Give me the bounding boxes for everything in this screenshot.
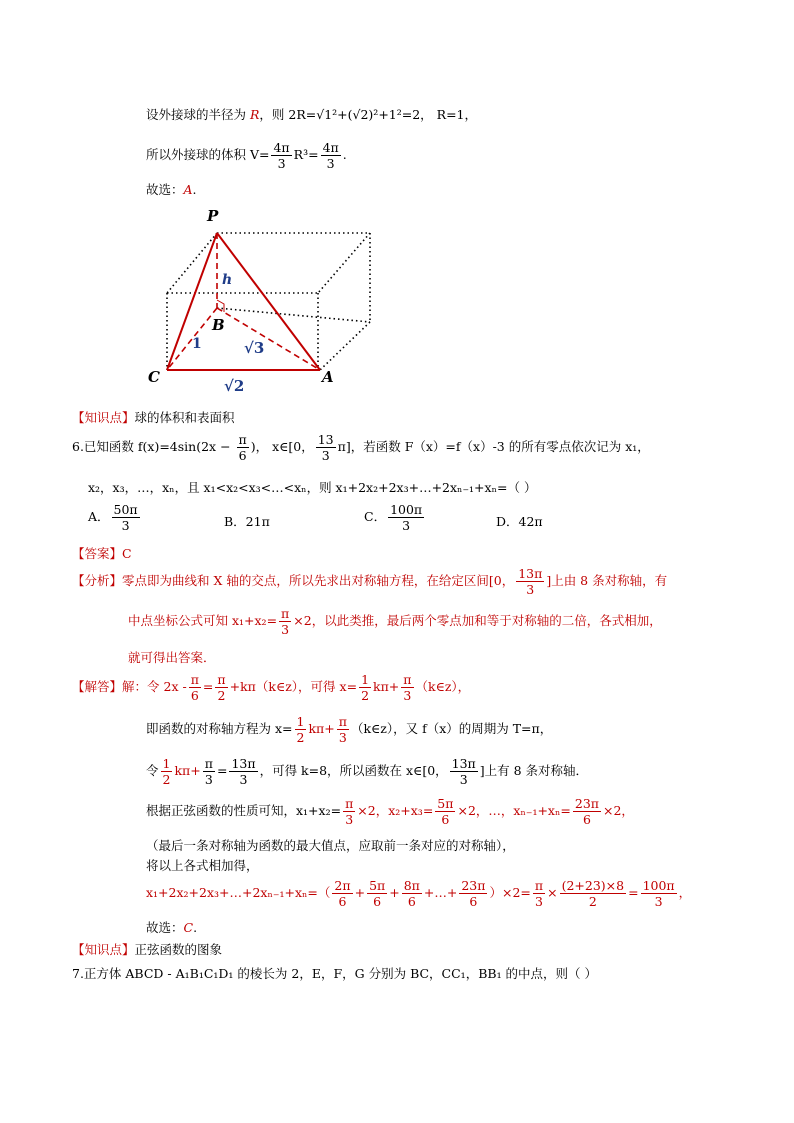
option-a [88,502,142,533]
numerator: 13π [518,566,543,581]
denominator: 6 [469,894,478,909]
analysis-line2 [128,606,662,637]
numerator: π [217,672,226,687]
denominator: 2 [162,772,171,787]
solution-text: = [202,679,214,694]
answer-value: C [122,546,132,561]
denominator: 3 [402,518,411,533]
numerator: (2+23)×8 [561,878,625,893]
analysis-text: ×2，以此类推，最后两个零点加和等于对称轴的二倍，各式相加， [293,613,662,628]
solution-text: ×2， [603,803,634,818]
label-C: C [148,368,160,386]
fraction [189,672,201,703]
solution-text: （k∈z），又 f（x）的周期为 T=π， [350,721,553,736]
numerator: 100π [642,878,675,893]
solution-line1 [72,672,470,703]
analysis-line1 [72,566,667,597]
numerator: π [338,714,347,729]
fraction [516,566,544,597]
volume-prefix: 所以外接球的体积 V= [146,147,270,162]
pyramid-figure [140,200,390,400]
analysis-text: ]上由 8 条对称轴，有 [546,573,668,588]
numerator: 4π [273,140,290,155]
numerator: 5π [437,796,454,811]
denominator: 3 [204,772,213,787]
option-c [364,502,426,533]
solution-text: +…+ [423,885,458,900]
fraction [316,432,336,463]
solution-text: = [216,763,228,778]
label-P: P [207,207,219,225]
numerator: π [238,432,247,447]
radius-expression: 2R=√1²+(√2)²+1²=2， R=1， [288,107,477,122]
label-one: 1 [192,336,202,352]
tag-label: 【分析】 [72,573,123,588]
solution-text: kπ+ [373,679,400,694]
fraction [401,672,413,703]
fraction [229,756,257,787]
label-sqrt3: √3 [244,339,265,357]
numerator: 13π [451,756,476,771]
numerator: π [534,878,544,893]
numerator: π [281,606,290,621]
fraction [295,714,307,745]
fraction [641,878,677,909]
denominator: 3 [459,772,468,787]
knowledge-point-1 [72,408,235,426]
answer-line [72,544,132,562]
radius-prefix: 设外接球的半径为 [146,107,250,122]
solution-text: 令 [146,763,159,778]
denominator: 6 [190,688,199,703]
denominator: 6 [373,894,382,909]
solution-text: x₁+2x₂+2x₃+…+2xₙ₋₁+xₙ=（ [146,885,331,900]
denominator: 3 [239,772,248,787]
volume-mid: R³= [293,147,319,162]
solution-text: ]上有 8 条对称轴． [479,763,589,778]
fraction [367,878,387,909]
solution-text: 解：令 2x - [122,679,187,694]
numerator: 1 [361,672,370,687]
solution-text: kπ+ [308,721,335,736]
fraction [459,878,487,909]
denominator: 3 [403,688,412,703]
denominator: 2 [296,730,305,745]
fraction [388,502,424,533]
fraction [271,140,291,171]
period: . [192,182,197,197]
fraction [343,796,355,827]
solution-text: × [547,885,558,900]
option-b: B．21π [224,514,270,529]
knowledge-point-2 [72,940,222,958]
question-7: 7.正方体 ABCD - A₁B₁C₁D₁ 的棱长为 2，E，F，G 分别为 BC，CC₁，BB₁ 的中点，则（ ） [72,966,598,981]
fraction [435,796,455,827]
denominator: 6 [441,812,450,827]
numerator: 2π [334,878,351,893]
numerator: 5π [369,878,386,893]
fraction [450,756,478,787]
denominator: 2 [361,688,370,703]
denominator: 6 [582,812,591,827]
solution-text: kπ+ [174,763,201,778]
numerator: π [403,672,412,687]
numerator: 50π [113,502,138,517]
tag-label: 【知识点】 [72,942,135,957]
solution-text: 根据正弦函数的性质可知，x₁+x₂= [146,803,342,818]
solution-text: 即函数的对称轴方程为 x= [146,721,293,736]
denominator: 3 [326,156,335,171]
tag-label: 【答案】 [72,546,123,561]
analysis-line3: 就可得出答案． [128,650,216,665]
solution-text: +kπ（k∈z），可得 x= [229,679,358,694]
choice-prefix: 故选： [146,182,184,197]
numerator: 8π [403,878,420,893]
label-A: A [322,368,334,386]
denominator: 3 [338,730,347,745]
solution-text: ）×2= [489,885,531,900]
fraction [402,878,422,909]
knowledge-text: 球的体积和表面积 [134,410,235,425]
denominator: 3 [121,518,130,533]
label-h: h [222,272,233,288]
radius-symbol: R [249,107,260,122]
denominator: 6 [407,894,416,909]
numerator: 4π [322,140,339,155]
question-6-line2: x₂，x₃，…，xₙ，且 x₁<x₂<x₃<…<xₙ，则 x₁+2x₂+2x₃+…+2xₙ₋₁+xₙ=（ ） [88,480,537,495]
volume-line [146,140,347,171]
q6-text: 6.已知函数 f(x)=4sin(2x − [72,439,235,454]
radius-line [146,105,477,123]
solution-line6: 将以上各式相加得， [146,858,259,873]
numerator: 100π [390,502,423,517]
fraction [112,502,140,533]
denominator: 3 [526,582,535,597]
question-6-line1 [72,432,650,463]
fraction [203,756,215,787]
fraction [161,756,173,787]
solution-text: ，可得 k=8，所以函数在 x∈[0， [259,763,448,778]
numerator: π [204,756,213,771]
denominator: 3 [654,894,663,909]
denominator: 3 [321,448,330,463]
solution-line4 [146,796,634,827]
tag-label: 【解答】 [72,679,123,694]
numerator: 13 [317,432,334,447]
denominator: 6 [238,448,247,463]
analysis-text: 中点坐标公式可知 x₁+x₂= [128,613,278,628]
denominator: 3 [345,812,354,827]
denominator: 2 [588,894,597,909]
numerator: π [190,672,199,687]
option-label: A． [88,509,110,524]
fraction [237,432,249,463]
option-label: C． [364,509,387,524]
fraction [560,878,627,909]
period: . [342,147,347,162]
solution-text: = [628,885,639,900]
radius-mid: ，则 [259,107,289,122]
fraction [533,878,545,909]
numerator: π [345,796,354,811]
numerator: 1 [296,714,305,729]
fraction [321,140,341,171]
analysis-text: 零点即为曲线和 X 轴的交点，所以先求出对称轴方程，在给定区间[0， [122,573,515,588]
solution-line5: （最后一条对称轴为函数的最大值点，应取前一条对应的对称轴）， [146,838,515,853]
tag-label: 【知识点】 [72,410,135,425]
q6-text: π]，若函数 F（x）=f（x）-3 的所有零点依次记为 x₁， [337,439,650,454]
q6-text: )， x∈[0， [250,439,314,454]
solution-line2 [146,714,552,745]
fraction [337,714,349,745]
numerator: 1 [162,756,171,771]
choice-answer: A [183,182,193,197]
denominator: 3 [281,622,290,637]
solution-answer: C [183,920,194,935]
fraction [279,606,291,637]
solution-text: ×2，…，xₙ₋₁+xₙ= [457,803,571,818]
fraction [332,878,352,909]
solution-text: 故选： [146,920,184,935]
numerator: 23π [461,878,486,893]
numerator: 23π [574,796,599,811]
solution-line7: x₁+2x₂+2x₃+…+2xₙ₋₁+xₙ=（ $\frac{2\pi}{6}$ + $\frac{5\pi}{6}$ + $\frac{8\pi}{6}$ +…+ $\frac{23\pi}{6}$ ）×2= $\frac{\pi}{3}$ × $\frac{(2+23)\times 8}{2}$ = $\frac{100\pi}{3}$ ， [146,878,692,909]
knowledge-text: 正弦函数的图象 [134,942,223,957]
label-B: B [212,316,225,334]
fraction [573,796,601,827]
option-d: D．42π [496,514,543,529]
solution-text: （k∈z）， [415,679,471,694]
denominator: 2 [217,688,226,703]
solution-text: ×2，x₂+x₃= [357,803,434,818]
denominator: 3 [277,156,286,171]
label-sqrt2: √2 [224,377,245,395]
choice-line [146,180,197,198]
solution-line3 [146,756,588,787]
period: . [193,920,198,935]
denominator: 3 [535,894,543,909]
solution-text: ， [678,885,692,900]
denominator: 6 [338,894,347,909]
solution-line8 [146,918,197,936]
numerator: 13π [231,756,256,771]
fraction [215,672,227,703]
fraction [359,672,371,703]
